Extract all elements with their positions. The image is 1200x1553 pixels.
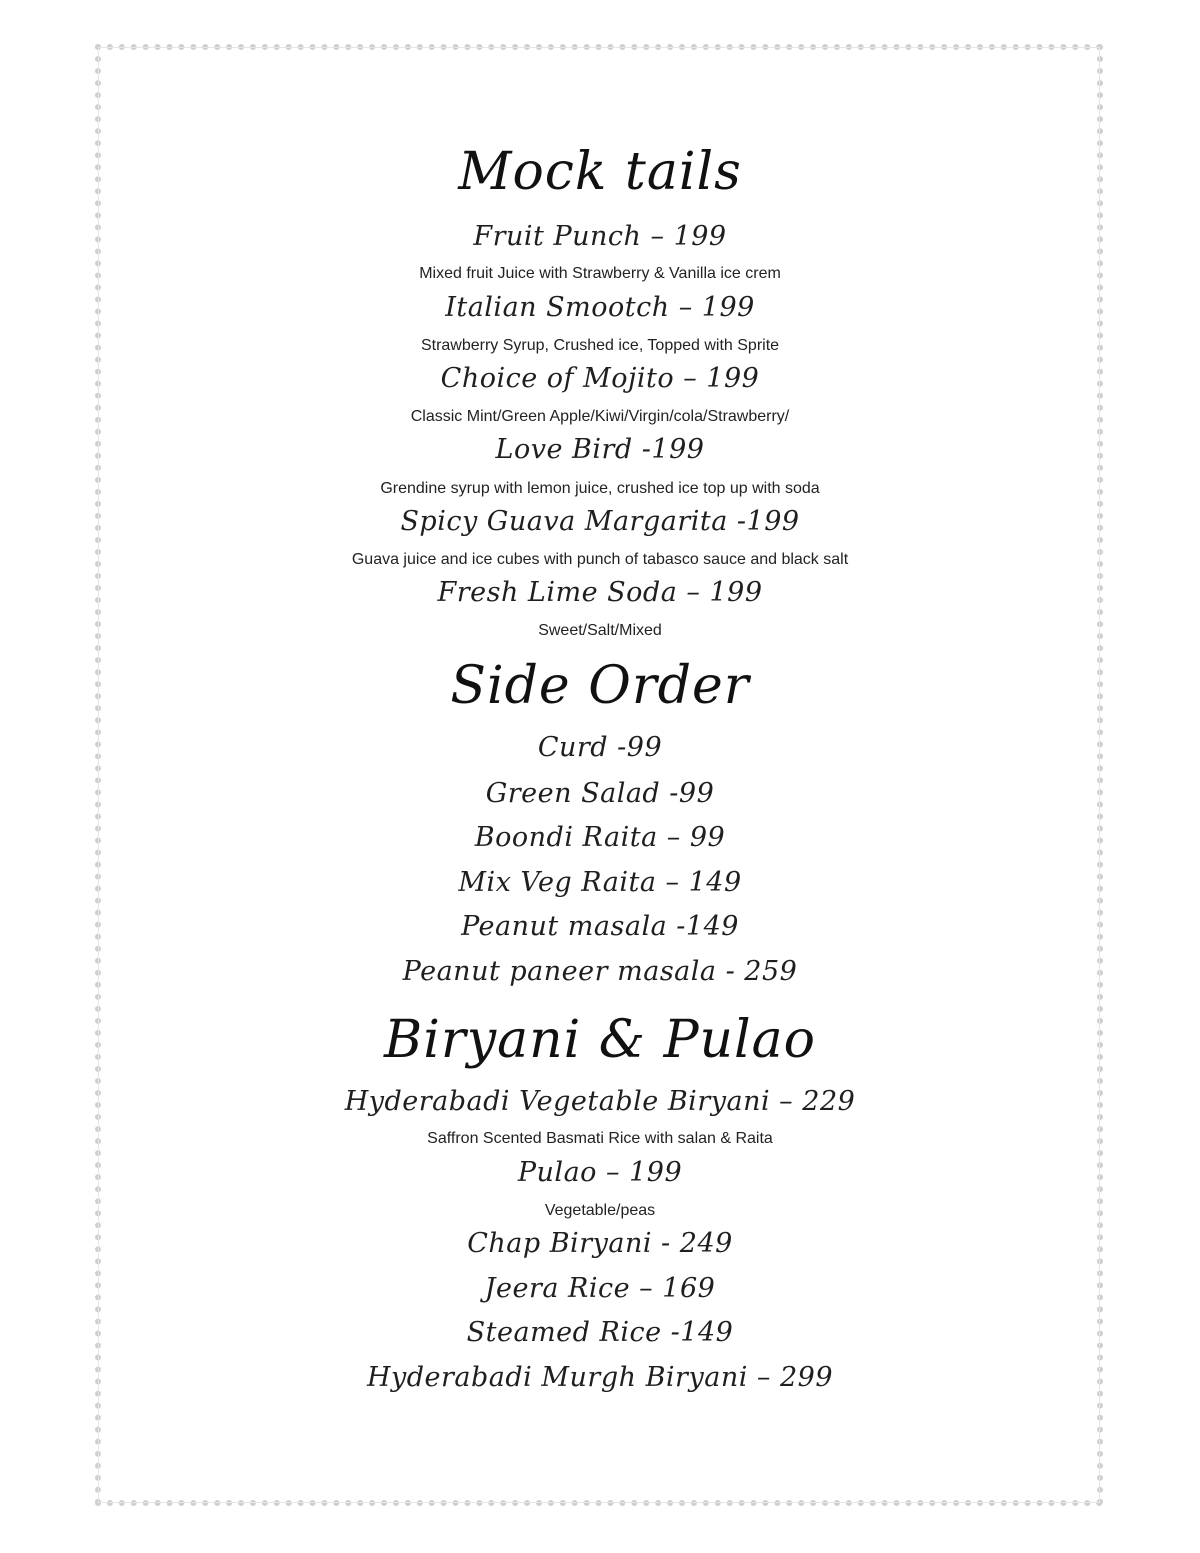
menu-item-name: Hyderabadi Vegetable Biryani – 229 [344,1086,856,1117]
menu-item-description: Classic Mint/Green Apple/Kiwi/Virgin/cola/Strawberry/ [410,408,790,425]
menu-item-name: Mix Veg Raita – 149 [458,867,742,898]
menu-item-name: Hyderabadi Murgh Biryani – 299 [366,1362,834,1393]
section-title-mocktails: Mock tails [458,142,742,202]
menu-item-name: Green Salad -99 [485,778,715,809]
section-title-side-order: Side Order [450,656,750,716]
menu-item-name: Pulao – 199 [517,1157,683,1188]
menu-item-name: Love Bird -199 [495,434,705,465]
menu-item-name: Peanut paneer masala - 259 [402,956,798,987]
menu-item-description: Guava juice and ice cubes with punch of tabasco sauce and black salt [351,551,849,568]
menu-item-description: Mixed fruit Juice with Strawberry & Vanilla ice crem [419,265,781,282]
menu-item-name: Fruit Punch – 199 [473,221,727,252]
menu-item-name: Chap Biryani - 249 [467,1228,733,1259]
menu-item-name: Peanut masala -149 [461,911,739,942]
menu-item-name: Italian Smootch – 199 [445,292,755,323]
menu-item-description: Grendine syrup with lemon juice, crushed ice top up with soda [380,480,820,497]
menu-item-name: Fresh Lime Soda – 199 [437,577,763,608]
menu-item-description: Saffron Scented Basmati Rice with salan & Raita [427,1130,773,1147]
menu-item-description: Vegetable/peas [544,1202,656,1219]
menu-item-name: Spicy Guava Margarita -199 [400,506,800,537]
menu-item-name: Choice of Mojito – 199 [440,363,760,394]
menu-item-description: Strawberry Syrup, Crushed ice, Topped with Sprite [420,337,780,354]
menu-item-name: Jeera Rice – 169 [484,1273,716,1304]
menu-item-description: Sweet/Salt/Mixed [538,622,662,639]
menu-item-name: Steamed Rice -149 [466,1317,734,1348]
section-title-biryani-pulao: Biryani & Pulao [384,1010,816,1070]
menu-item-name: Boondi Raita – 99 [474,822,726,853]
menu-item-name: Curd -99 [537,732,663,763]
